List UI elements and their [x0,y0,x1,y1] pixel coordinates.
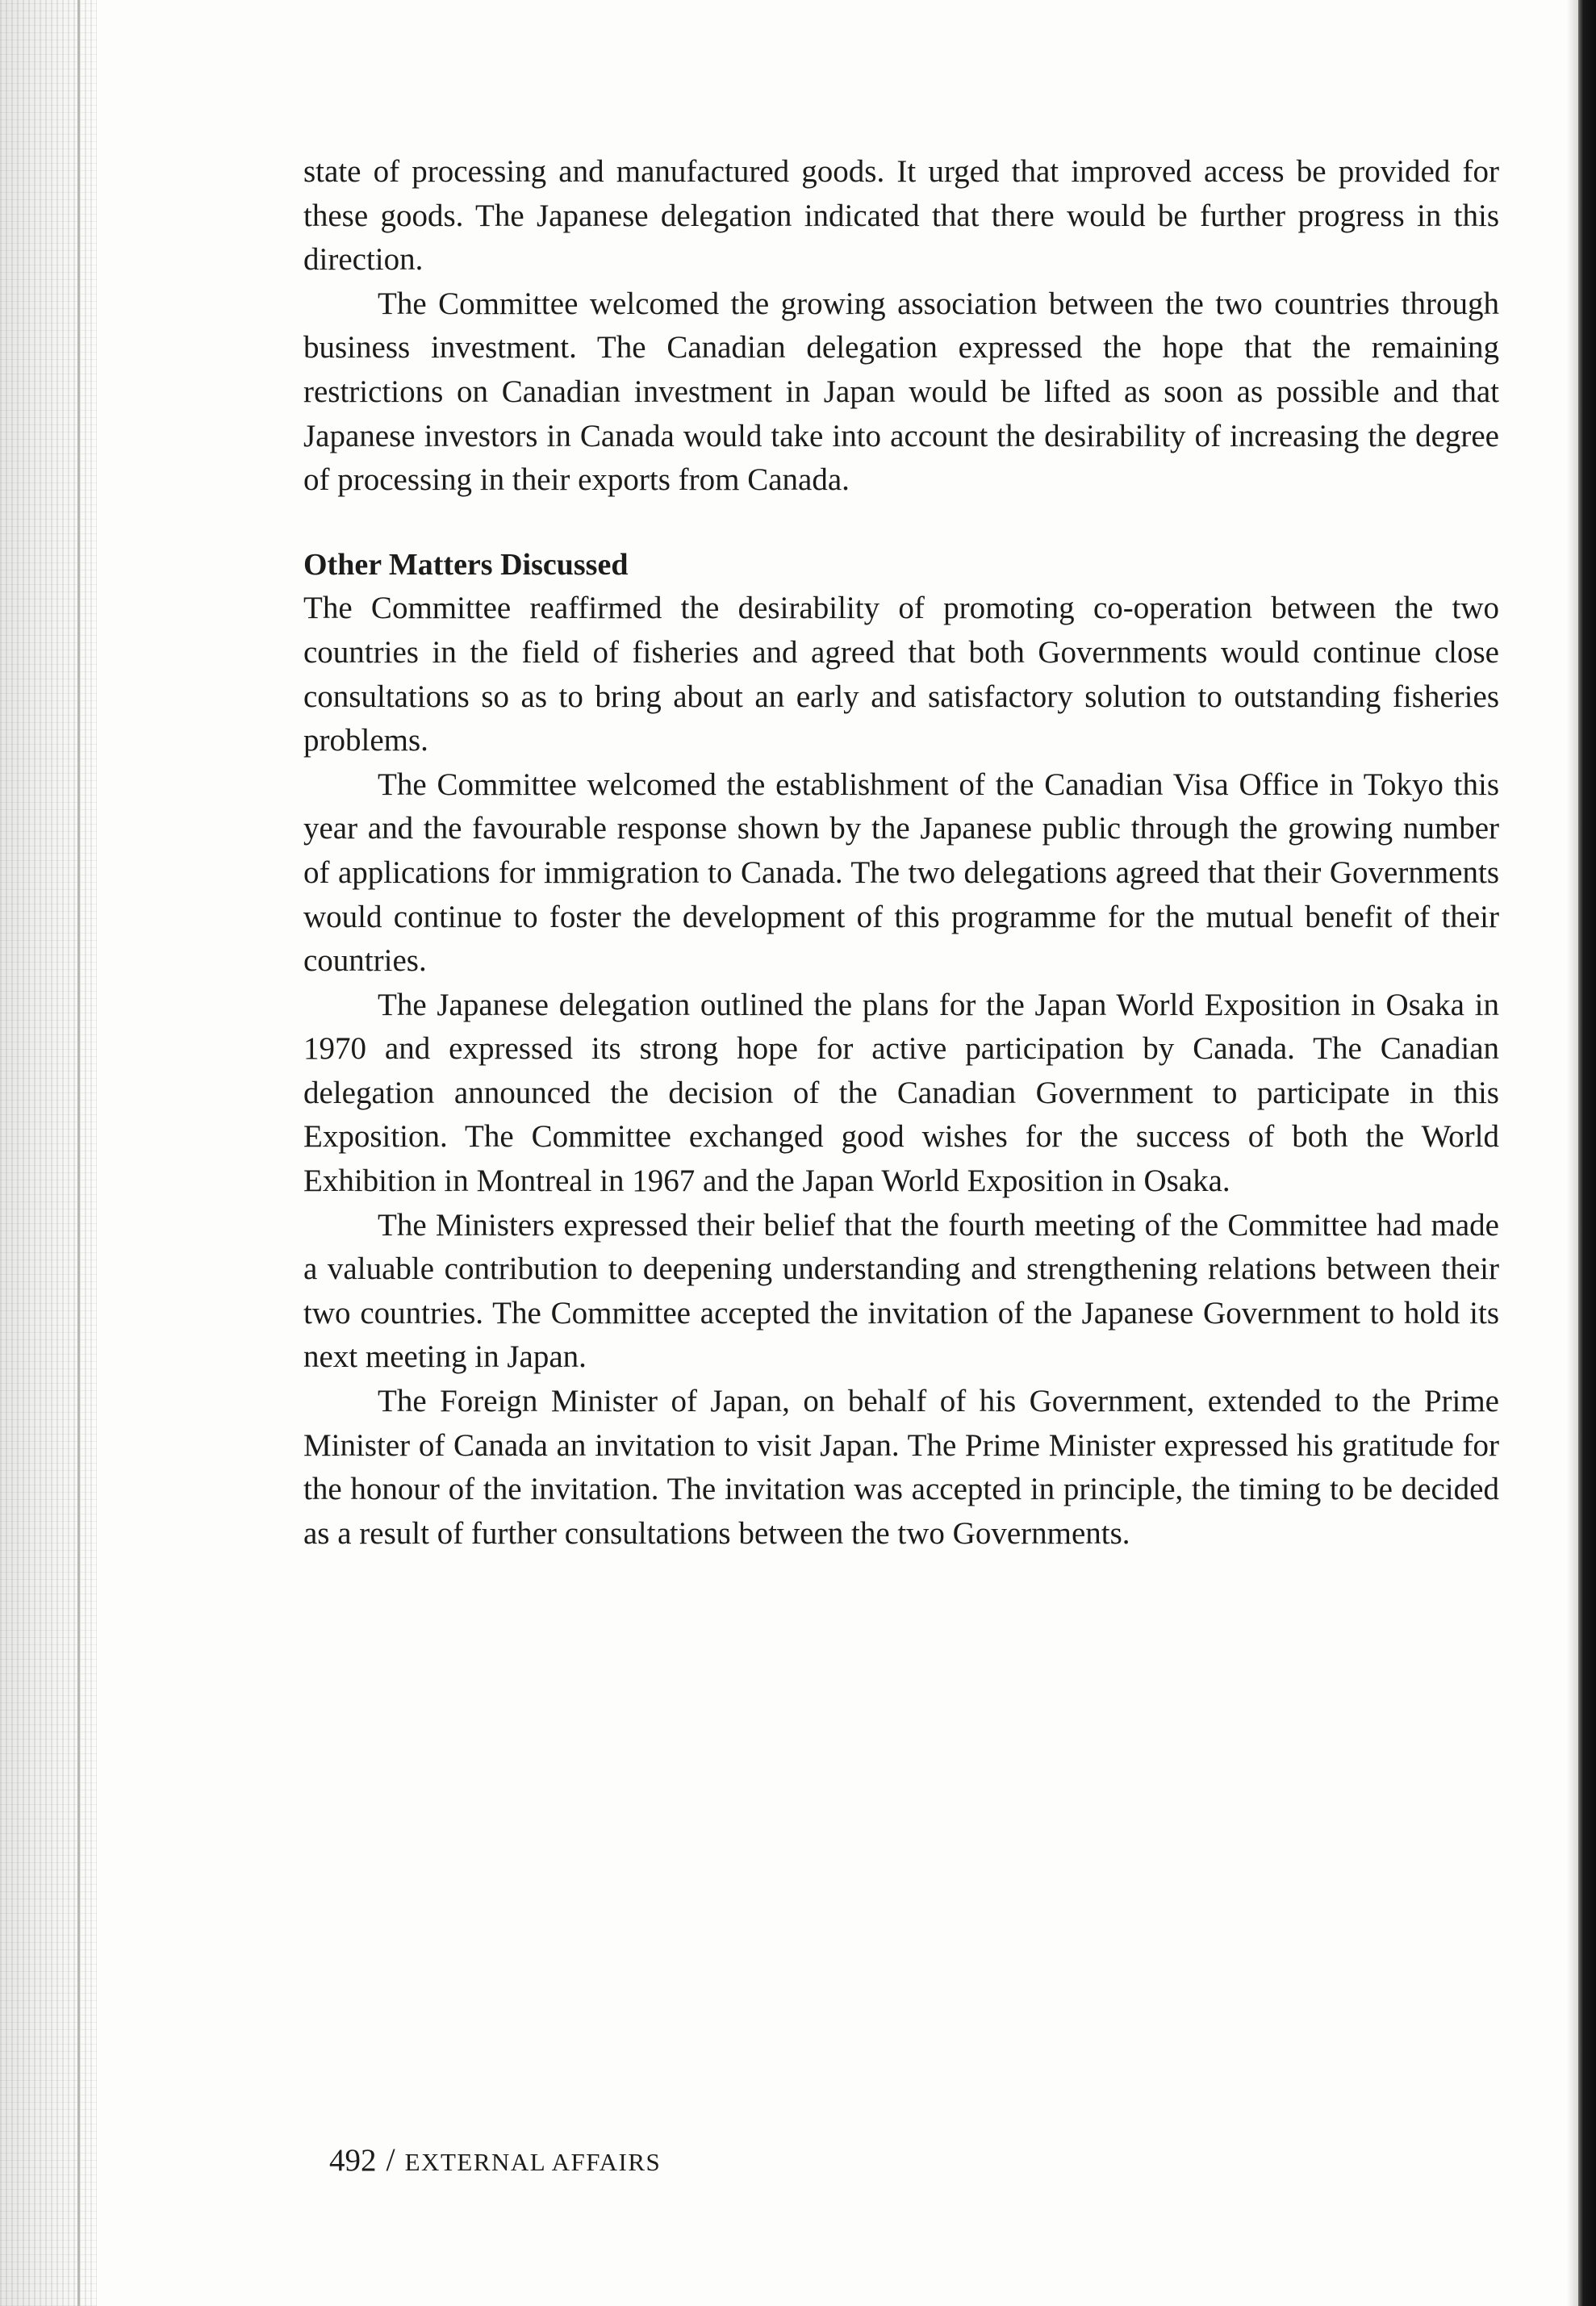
paragraph-continuation: state of processing and manufactured goods. It urged that improved access be provided for these goods. The Japanese delegation indicated that there would be further progress in this direction. [303,154,1499,278]
page-number: 492 [329,2143,377,2178]
paragraph-fisheries: The Committee reaffirmed the desirability of promoting co-operation between the two countries in the field of fisheries and agreed that both Governments would continue close consultations so as to bring about an early and satisfactory solution to outstanding fisheries problems. [303,591,1499,758]
page-edge-shadow [1567,0,1578,2306]
paragraph-visa-office: The Committee welcomed the establishment of the Canadian Visa Office in Tokyo this year and the favourable response shown by the Japanese public through the growing number of applications for immigration to Canada. The two delegations agreed that their Governments would continue to foster the development of this programme for the mutual benefit of their countries. [303,767,1499,979]
body-text [303,150,1499,1556]
gutter-fold-line [77,0,80,2306]
paragraph-world-exposition: The Japanese delegation outlined the plans for the Japan World Exposition in Osaka in 1970 and expressed its strong hope for active participation by Canada. The Canadian delegation announced the decision of the Canadian Government to participate in this Exposition. The Committee exchanged good wishes for the success of both the World Exhibition in Montreal in 1967 and the Japan World Exposition in Osaka. [303,987,1499,1199]
paragraph-business-investment: The Committee welcomed the growing association between the two countries through business investment. The Canadian delegation expressed the hope that the remaining restrictions on Canadian investment in Japan would be lifted as soon as possible and that Japanese investors in Canada would take into account the desirability of increasing the degree of processing in their exports from Canada. [303,286,1499,498]
footer-separator: / [386,2141,395,2178]
paragraph-ministers-belief: The Ministers expressed their belief that the fourth meeting of the Committee had made a valuable contribution to deepening understanding and strengthening relations between their two countries. The Committee accepted the invitation of the Japanese Government to hold its next meeting in Japan. [303,1207,1499,1375]
paragraph-invitation: The Foreign Minister of Japan, on behalf of his Government, extended to the Prime Minister of Canada an invitation to visit Japan. The Prime Minister expressed his gratitude for the honour of the invitation. The invitation was accepted in principle, the timing to be decided as a result of further consultations between the two Governments. [303,1384,1499,1551]
section-heading: Other Matters Discussed [303,547,629,582]
publication-name: EXTERNAL AFFAIRS [404,2148,662,2176]
page-right-edge [1578,0,1596,2306]
page-footer [329,2138,661,2184]
binding-gutter [0,0,97,2306]
